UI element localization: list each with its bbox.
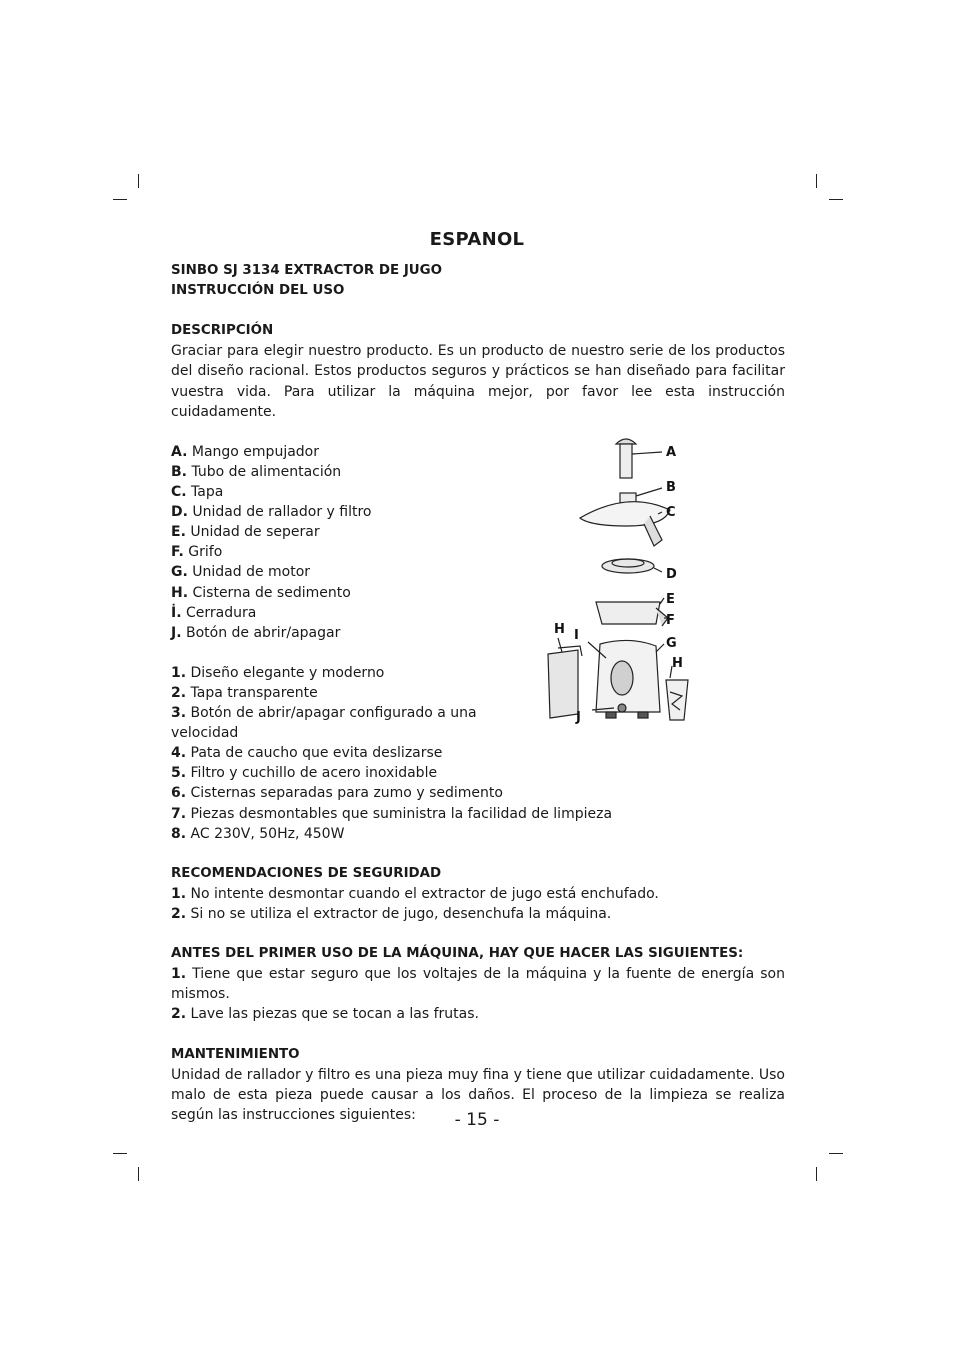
description-text: Graciar para elegir nuestro producto. Es un producto de nuestro serie de los productos del diseño racional. Estos productos seguros y prácticos se han diseñado para facilitar vuestra vida. Para utilizar la máquina mejor, por favor lee esta instrucción cuidadamente. [171,343,785,420]
grater-filter-part [602,559,662,573]
part-item: B. Tubo de alimentación [171,463,342,480]
crop-mark [138,174,139,188]
juice-jug-part [666,666,688,720]
crop-mark [113,1153,127,1154]
part-item: F. Grifo [171,544,223,561]
first-use-item: 1. Tiene que estar seguro que los voltajes de la máquina y la fuente de energía son mismos. [171,966,785,1003]
figure-label-e: E [666,592,675,607]
crop-mark [829,1153,843,1154]
feature-item: 5. Filtro y cuchillo de acero inoxidable [171,765,438,782]
figure-label-b: B [666,480,676,495]
maintenance-heading: MANTENIMIENTO [171,1046,300,1062]
crop-mark [113,199,127,200]
pusher-part [616,439,662,478]
page-title: ESPANOL [429,229,525,250]
crop-mark [816,174,817,188]
part-item: G. Unidad de motor [171,564,311,581]
safety-heading: RECOMENDACIONES DE SEGURIDAD [171,865,442,881]
description-heading: DESCRIPCIÓN [171,323,274,339]
first-use-item: 2. Lave las piezas que se tocan a las frutas. [171,1006,479,1023]
part-item: J. Botón de abrir/apagar [171,624,341,641]
crop-mark [138,1167,139,1181]
safety-item: 1. No intente desmontar cuando el extractor de jugo está enchufado. [171,885,659,902]
feature-item: 4. Pata de caucho que evita deslizarse [171,745,443,762]
figure-label-h-left: H [554,622,565,637]
crop-mark [816,1167,817,1181]
part-item: D. Unidad de rallador y filtro [171,504,372,521]
part-item: A. Mango empujador [171,443,319,460]
figure-label-c: C [666,505,676,520]
figure-label-g: G [666,636,677,651]
maintenance-text: Unidad de rallador y filtro es una pieza muy fina y tiene que utilizar cuidadamente. Uso malo de esta pieza puede causar a los daños. El proceso de la limpieza se realiza según las instrucciones siguientes: [171,1066,785,1123]
part-item: C. Tapa [171,484,224,501]
figure-label-a: A [666,445,677,460]
feature-item: 8. AC 230V, 50Hz, 450W [171,825,345,842]
figure-label-f: F [666,613,675,628]
product-title: SINBO SJ 3134 EXTRACTOR DE JUGO [171,263,443,278]
figure-label-j: J [576,710,581,725]
motor-unit-part [588,640,664,718]
part-item: İ. Cerradura [171,604,257,621]
feature-item: 6. Cisternas separadas para zumo y sedimento [171,785,503,802]
figure-label-d: D [666,567,677,582]
part-item: E. Unidad de seperar [171,524,320,541]
feature-item: 3. Botón de abrir/apagar configurado a una velocidad [171,705,477,742]
separator-part [596,598,668,626]
feature-item: 2. Tapa transparente [171,684,318,701]
safety-item: 2. Si no se utiliza el extractor de jugo, desenchufa la máquina. [171,906,612,922]
feature-item: 1. Diseño elegante y moderno [171,664,385,681]
page-number: - 15 - [454,1110,500,1130]
lid-part [580,488,670,546]
first-use-heading: ANTES DEL PRIMER USO DE LA MÁQUINA, HAY QUE HACER LAS SIGUIENTES: [171,946,744,962]
document-subtitle: INSTRUCCIÓN DEL USO [171,283,345,299]
figure-label-i: I [574,628,579,643]
part-item: H. Cisterna de sedimento [171,584,351,601]
feature-item: 7. Piezas desmontables que suministra la facilidad de limpieza [171,805,613,822]
figure-label-h-right: H [672,656,683,671]
pulp-container-part [548,638,582,718]
juicer-exploded-diagram [530,430,700,730]
crop-mark [829,199,843,200]
